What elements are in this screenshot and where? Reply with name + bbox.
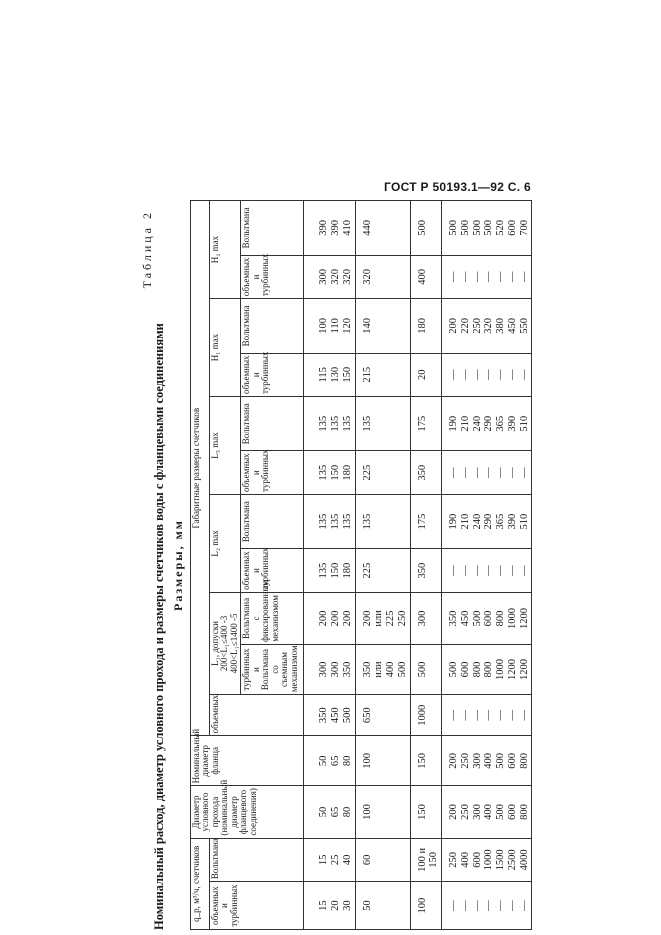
cell-value: 135 — [318, 415, 330, 432]
cell-value: 50 — [318, 755, 330, 767]
table-row — [304, 201, 355, 930]
cell-value: 290 — [483, 415, 495, 432]
cell-dn — [304, 736, 355, 786]
table-body — [304, 201, 532, 930]
cell-du — [410, 786, 442, 838]
cell-l2-vt — [410, 549, 442, 593]
cell-value: 400 — [385, 661, 397, 678]
cell-value: 290 — [483, 513, 495, 530]
cell-value: — — [518, 565, 530, 576]
cell-value: — — [483, 565, 495, 576]
table-row — [442, 201, 532, 930]
cell-value: 800 — [518, 804, 530, 820]
cell-value: 600 — [506, 753, 518, 769]
cell-l1-turb — [355, 645, 410, 695]
cell-du — [355, 786, 410, 838]
cell-value: 400 — [459, 852, 471, 868]
cell-value: 1200 — [518, 607, 530, 629]
cell-value: — — [518, 709, 530, 721]
header-l3-volt: Вольтмана — [241, 397, 304, 451]
cell-value: 190 — [448, 415, 460, 432]
cell-value: 200 — [330, 610, 342, 627]
cell-value: — — [471, 900, 483, 911]
cell-value: 390 — [318, 219, 330, 236]
cell-qp-vol — [304, 882, 355, 930]
cell-value: 100 и — [416, 847, 428, 872]
cell-value: 15 — [318, 854, 330, 866]
cell-value: 240 — [471, 415, 483, 432]
cell-h1-vt — [410, 353, 442, 397]
header-h1: H₁ max — [210, 299, 241, 397]
cell-value: — — [518, 900, 530, 911]
cell-value: 320 — [361, 269, 373, 285]
header-l1-vol: объемных — [210, 695, 304, 736]
cell-qp-hot — [442, 838, 532, 882]
cell-value: 190 — [448, 513, 460, 530]
cell-value: 20 — [416, 369, 428, 381]
cell-du — [304, 786, 355, 838]
cell-value: — — [459, 271, 471, 283]
cell-l1-turb — [304, 645, 355, 695]
cell-value: 300 — [471, 804, 483, 820]
cell-value: 800 — [518, 753, 530, 769]
cell-value: 130 — [330, 366, 342, 383]
header-l1 — [210, 592, 241, 694]
cell-value: 350 — [318, 707, 330, 724]
cell-value: 210 — [459, 415, 471, 432]
cell-l3-vt — [442, 451, 532, 495]
header-l2-volt: Вольтмана — [241, 494, 304, 548]
cell-value: — — [506, 369, 518, 381]
cell-value: 250 — [471, 317, 483, 334]
cell-h1-volt — [304, 299, 355, 353]
cell-value: 1500 — [495, 849, 507, 871]
cell-l3-volt — [410, 397, 442, 451]
cell-value: — — [483, 900, 495, 911]
cell-value: 225 — [361, 562, 373, 579]
cell-value: 500 — [396, 661, 408, 678]
cell-h2-volt — [304, 201, 355, 256]
cell-h1-volt — [410, 299, 442, 353]
cell-value: — — [495, 900, 507, 911]
cell-value: 225 — [361, 464, 373, 481]
cell-value: — — [459, 900, 471, 911]
cell-value: 140 — [361, 317, 373, 334]
cell-value: 510 — [518, 513, 530, 530]
cell-dn — [442, 736, 532, 786]
cell-qp-hot — [304, 838, 355, 882]
cell-value: 600 — [506, 804, 518, 820]
cell-qp-vol — [442, 882, 532, 930]
cell-value: 380 — [495, 317, 507, 334]
cell-value: 440 — [361, 219, 373, 236]
cell-value: — — [506, 565, 518, 576]
cell-value: 150 — [416, 804, 428, 820]
cell-value: 390 — [330, 219, 342, 236]
cell-value: — — [506, 709, 518, 721]
cell-value: 500 — [495, 753, 507, 769]
cell-value: — — [483, 709, 495, 721]
cell-value: 450 — [330, 707, 342, 724]
cell-value: 390 — [506, 415, 518, 432]
header-l1-range1: 200<L₁≤400 -3 — [219, 615, 230, 672]
cell-value: 250 — [459, 753, 471, 769]
cell-l1-turb — [442, 645, 532, 695]
cell-value: 300 — [330, 661, 342, 678]
cell-value: 100 — [318, 317, 330, 334]
cell-l2-vt — [304, 549, 355, 593]
cell-value: 600 — [459, 661, 471, 678]
cell-l2-vt — [355, 549, 410, 593]
cell-value: 180 — [416, 317, 428, 334]
cell-l2-vt — [442, 549, 532, 593]
cell-value: 500 — [471, 610, 483, 627]
cell-value: 135 — [318, 464, 330, 481]
cell-value: — — [448, 565, 460, 576]
cell-value: 150 — [428, 852, 440, 868]
cell-l3-volt — [304, 397, 355, 451]
cell-value: 1000 — [506, 607, 518, 629]
cell-value: — — [448, 900, 460, 911]
cell-value: — — [471, 369, 483, 381]
cell-value: 250 — [396, 610, 408, 627]
header-qp: q_p, м³/ч, счетчиков — [191, 838, 210, 929]
cell-value: — — [459, 565, 471, 576]
cell-value: 400 — [416, 269, 428, 285]
cell-value: — — [471, 271, 483, 283]
header-du: Диаметр условного прохода (номинальный диаметр фланцевого соединения) — [191, 786, 304, 838]
cell-dn — [410, 736, 442, 786]
cell-h2-volt — [410, 201, 442, 256]
table-title: Номинальный расход, диаметр условного прохода и размеры счетчиков воды с фланцевыми соединениями — [152, 323, 166, 930]
cell-value: — — [448, 709, 460, 721]
cell-value: 150 — [416, 753, 428, 769]
cell-value: 320 — [330, 269, 342, 285]
cell-value: — — [471, 709, 483, 721]
cell-value: — — [495, 565, 507, 576]
cell-value: — — [495, 369, 507, 381]
cell-value: — — [506, 271, 518, 283]
header-l1-turb: турбинных и Вольтмана со съемным механизмом — [241, 645, 304, 695]
cell-value: — — [459, 369, 471, 381]
cell-value: 350 — [448, 610, 460, 627]
cell-value: — — [518, 369, 530, 381]
cell-value: 250 — [459, 804, 471, 820]
cell-value: 175 — [416, 415, 428, 432]
cell-l1-turb — [410, 645, 442, 695]
cell-value: 20 — [330, 900, 342, 911]
cell-h2-vt — [442, 255, 532, 299]
cell-qp-vol — [355, 882, 410, 930]
cell-value: 115 — [318, 367, 330, 383]
header-l3-vt: объемных и турбинных — [241, 451, 304, 495]
cell-value: 390 — [506, 513, 518, 530]
cell-h2-volt — [442, 201, 532, 256]
cell-h2-volt — [355, 201, 410, 256]
cell-value: 135 — [330, 513, 342, 530]
cell-value: — — [459, 709, 471, 721]
cell-value: 135 — [341, 513, 353, 530]
cell-l1-volt — [355, 592, 410, 644]
cell-l2-volt — [304, 494, 355, 548]
cell-value: 175 — [416, 513, 428, 530]
cell-value: 220 — [459, 317, 471, 334]
cell-value: 350 — [416, 562, 428, 579]
header-qp-hot: Вольтмана — [210, 838, 304, 882]
cell-value: или — [373, 661, 385, 678]
header-h2-vt: объемных и турбинных — [241, 255, 304, 299]
cell-h2-vt — [304, 255, 355, 299]
cell-l3-vt — [304, 451, 355, 495]
cell-value: 15 — [318, 900, 330, 911]
cell-value: 510 — [518, 415, 530, 432]
cell-value: 600 — [483, 610, 495, 627]
cell-value: 800 — [495, 610, 507, 627]
cell-value: 200 — [448, 317, 460, 334]
cell-value: 225 — [385, 610, 397, 627]
cell-value: 50 — [361, 900, 373, 911]
cell-value: 500 — [483, 219, 495, 236]
cell-value: 135 — [361, 415, 373, 432]
cell-value: 300 — [471, 753, 483, 769]
cell-l3-volt — [355, 397, 410, 451]
cell-value: 215 — [361, 366, 373, 383]
cell-value: 30 — [341, 900, 353, 911]
cell-l1-vol — [355, 695, 410, 736]
header-h2-volt: Вольтмана — [241, 201, 304, 256]
cell-l2-volt — [355, 494, 410, 548]
cell-value: — — [483, 369, 495, 381]
cell-value: 40 — [341, 854, 353, 866]
cell-value: — — [471, 565, 483, 576]
header-l2-vt: объемных и турбинных — [241, 549, 304, 593]
cell-value: 500 — [459, 219, 471, 236]
cell-qp-hot — [355, 838, 410, 882]
header-l1-volt: Вольтмана с фиксированным механизмом — [241, 592, 304, 644]
header-l3: L₃ max — [210, 397, 241, 495]
cell-h1-vt — [442, 353, 532, 397]
cell-value: — — [506, 467, 518, 478]
cell-value: 100 — [416, 897, 428, 914]
cell-value: 500 — [416, 219, 428, 236]
cell-value: 500 — [341, 707, 353, 724]
cell-qp-vol — [410, 882, 442, 930]
cell-value: 65 — [330, 755, 342, 767]
cell-l2-volt — [410, 494, 442, 548]
cell-value: 1200 — [506, 659, 518, 681]
cell-value: 400 — [483, 804, 495, 820]
cell-value: — — [448, 271, 460, 283]
cell-value: 500 — [448, 661, 460, 678]
header-dn-flange: Номинальный диаметр фланца — [191, 736, 304, 786]
cell-value: 210 — [459, 513, 471, 530]
cell-value: 1000 — [495, 659, 507, 681]
cell-l3-vt — [355, 451, 410, 495]
cell-value: 135 — [341, 415, 353, 432]
cell-value: 110 — [330, 318, 342, 334]
dimensions-table — [190, 200, 532, 930]
page-header: ГОСТ Р 50193.1—92 С. 6 — [384, 180, 532, 194]
cell-value: 200 — [448, 804, 460, 820]
cell-value: 200 — [318, 610, 330, 627]
cell-h1-volt — [355, 299, 410, 353]
header-h1-vt: объемных и турбинных — [241, 353, 304, 397]
cell-qp-hot — [410, 838, 442, 882]
cell-l1-vol — [442, 695, 532, 736]
header-h2: H₂ max — [210, 201, 241, 299]
cell-value: 300 — [416, 610, 428, 627]
cell-h2-vt — [355, 255, 410, 299]
cell-value: 600 — [506, 219, 518, 236]
table-row — [410, 201, 442, 930]
cell-value: 1200 — [518, 659, 530, 681]
cell-value: 60 — [361, 854, 373, 866]
table-row — [355, 201, 410, 930]
cell-l2-volt — [442, 494, 532, 548]
cell-value: или — [373, 610, 385, 627]
cell-value: 600 — [471, 852, 483, 868]
cell-value: 320 — [341, 269, 353, 285]
cell-value: 520 — [495, 219, 507, 236]
cell-value: 135 — [318, 562, 330, 579]
cell-value: — — [495, 709, 507, 721]
cell-value: 135 — [361, 513, 373, 530]
cell-l1-volt — [410, 592, 442, 644]
cell-value: 700 — [518, 219, 530, 236]
cell-value: 650 — [361, 707, 373, 724]
cell-h1-vt — [355, 353, 410, 397]
cell-value: 550 — [518, 317, 530, 334]
cell-du — [442, 786, 532, 838]
cell-value: 150 — [341, 366, 353, 383]
cell-value: 500 — [495, 804, 507, 820]
cell-h2-vt — [410, 255, 442, 299]
cell-value: 300 — [318, 269, 330, 285]
cell-h1-volt — [442, 299, 532, 353]
cell-value: — — [471, 467, 483, 478]
cell-value: 100 — [361, 753, 373, 769]
cell-value: 350 — [361, 661, 373, 678]
rotated-table-page — [140, 200, 660, 930]
cell-value: 500 — [471, 219, 483, 236]
header-l1-range2: 400<L₁≤1400 -5 — [228, 613, 239, 674]
cell-l1-volt — [442, 592, 532, 644]
header-gab: Габаритные размеры счетчиков — [191, 201, 210, 736]
header-l1-label: L₁, допуски — [210, 621, 220, 666]
cell-value: — — [459, 467, 471, 478]
cell-l3-vt — [410, 451, 442, 495]
cell-value: — — [506, 900, 518, 911]
cell-value: 450 — [506, 317, 518, 334]
cell-value: 200 — [341, 610, 353, 627]
cell-value: 180 — [341, 464, 353, 481]
cell-value: — — [483, 467, 495, 478]
cell-value: 350 — [341, 661, 353, 678]
cell-value: 400 — [483, 753, 495, 769]
cell-value: 410 — [341, 219, 353, 236]
cell-value: 300 — [318, 661, 330, 678]
header-h1-volt: Вольтмана — [241, 299, 304, 353]
cell-dn — [355, 736, 410, 786]
cell-value: 120 — [341, 317, 353, 334]
cell-value: 2500 — [506, 849, 518, 871]
cell-l1-vol — [304, 695, 355, 736]
cell-value: 500 — [416, 661, 428, 678]
cell-l1-vol — [410, 695, 442, 736]
cell-value: 200 — [361, 610, 373, 627]
cell-value: 150 — [330, 464, 342, 481]
cell-value: 450 — [459, 610, 471, 627]
cell-value: 80 — [341, 806, 353, 818]
cell-l3-volt — [442, 397, 532, 451]
table-subtitle: Размеры, мм — [171, 519, 185, 611]
cell-value: 1000 — [416, 704, 428, 726]
cell-value: 350 — [416, 464, 428, 481]
cell-value: 135 — [318, 513, 330, 530]
cell-value: 800 — [483, 661, 495, 678]
header-l2: L₂ max — [210, 494, 241, 592]
cell-value: 150 — [330, 562, 342, 579]
cell-h1-vt — [304, 353, 355, 397]
cell-value: 1000 — [483, 849, 495, 871]
cell-value: 65 — [330, 806, 342, 818]
cell-value: 80 — [341, 755, 353, 767]
cell-value: — — [483, 271, 495, 283]
cell-value: 320 — [483, 317, 495, 334]
table-label: Таблица 2 — [140, 210, 154, 289]
cell-value: 100 — [361, 804, 373, 820]
cell-value: — — [495, 271, 507, 283]
cell-value: — — [518, 271, 530, 283]
cell-value: — — [448, 369, 460, 381]
cell-value: — — [448, 467, 460, 478]
cell-value: 25 — [330, 854, 342, 866]
cell-value: — — [518, 467, 530, 478]
cell-value: 365 — [495, 513, 507, 530]
cell-value: 4000 — [518, 849, 530, 871]
cell-value: 50 — [318, 806, 330, 818]
cell-value: 240 — [471, 513, 483, 530]
cell-value: 200 — [448, 753, 460, 769]
header-qp-vol: объемных и турбинных — [210, 882, 304, 930]
cell-value: 135 — [330, 415, 342, 432]
cell-value: 180 — [341, 562, 353, 579]
cell-value: 500 — [448, 219, 460, 236]
cell-l1-volt — [304, 592, 355, 644]
cell-value: 365 — [495, 415, 507, 432]
cell-value: — — [495, 467, 507, 478]
cell-value: 250 — [448, 852, 460, 868]
cell-value: 800 — [471, 661, 483, 678]
